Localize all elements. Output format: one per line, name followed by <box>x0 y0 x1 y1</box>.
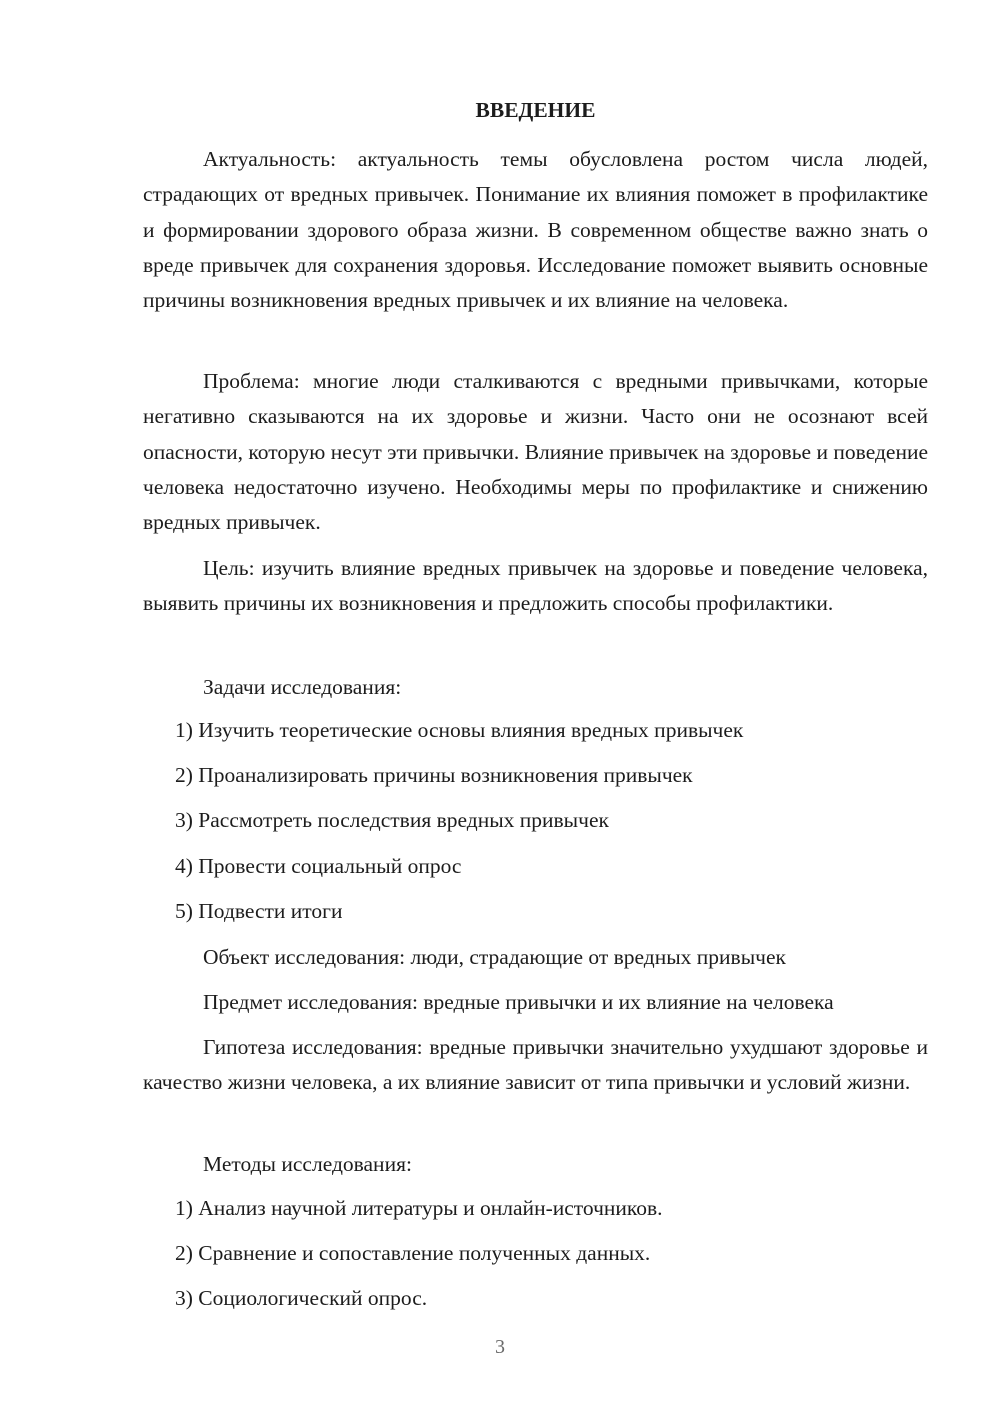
task-item: 4) Провести социальный опрос <box>175 854 462 878</box>
page-number: 3 <box>495 1336 505 1358</box>
paragraph-subject: Предмет исследования: вредные привычки и их влияние на человека <box>203 990 834 1014</box>
method-item: 1) Анализ научной литературы и онлайн-источников. <box>175 1196 663 1220</box>
methods-heading: Методы исследования: <box>203 1152 412 1176</box>
paragraph-goal: Цель: изучить влияние вредных привычек на здоровье и поведение человека, выявить причины их возникновения и предложить способы профилактики. <box>143 556 928 616</box>
tasks-heading: Задачи исследования: <box>203 675 402 699</box>
method-item: 3) Социологический опрос. <box>175 1286 428 1310</box>
paragraph-hypothesis: Гипотеза исследования: вредные привычки значительно ухудшают здоровье и качество жизни человека, а их влияние зависит от типа привычки и условий жизни. <box>143 1035 928 1095</box>
paragraph-object: Объект исследования: люди, страдающие от вредных привычек <box>203 945 786 969</box>
task-item: 3) Рассмотреть последствия вредных привычек <box>175 808 609 832</box>
paragraph-relevance: Актуальность: актуальность темы обусловлена ростом числа людей, страдающих от вредных привычек. Понимание их влияния поможет в профилактике и формировании здорового образа жизни. В современном обществе важно знать о вреде привычек для сохранения здоровья. Исследование поможет выявить основные причины возникновения вредных привычек и их влияние на человека. <box>143 147 928 313</box>
task-item: 2) Проанализировать причины возникновения привычек <box>175 763 693 787</box>
task-item: 5) Подвести итоги <box>175 899 343 923</box>
section-title: ВВЕДЕНИЕ <box>475 98 596 122</box>
paragraph-problem: Проблема: многие люди сталкиваются с вредными привычками, которые негативно сказываются на их здоровье и жизни. Часто они не осознают всей опасности, которую несут эти привычки. Влияние привычек на здоровье и поведение человека недостаточно изучено. Необходимы меры по профилактике и снижению вредных привычек. <box>143 369 928 535</box>
task-item: 1) Изучить теоретические основы влияния вредных привычек <box>175 718 744 742</box>
method-item: 2) Сравнение и сопоставление полученных данных. <box>175 1241 651 1265</box>
